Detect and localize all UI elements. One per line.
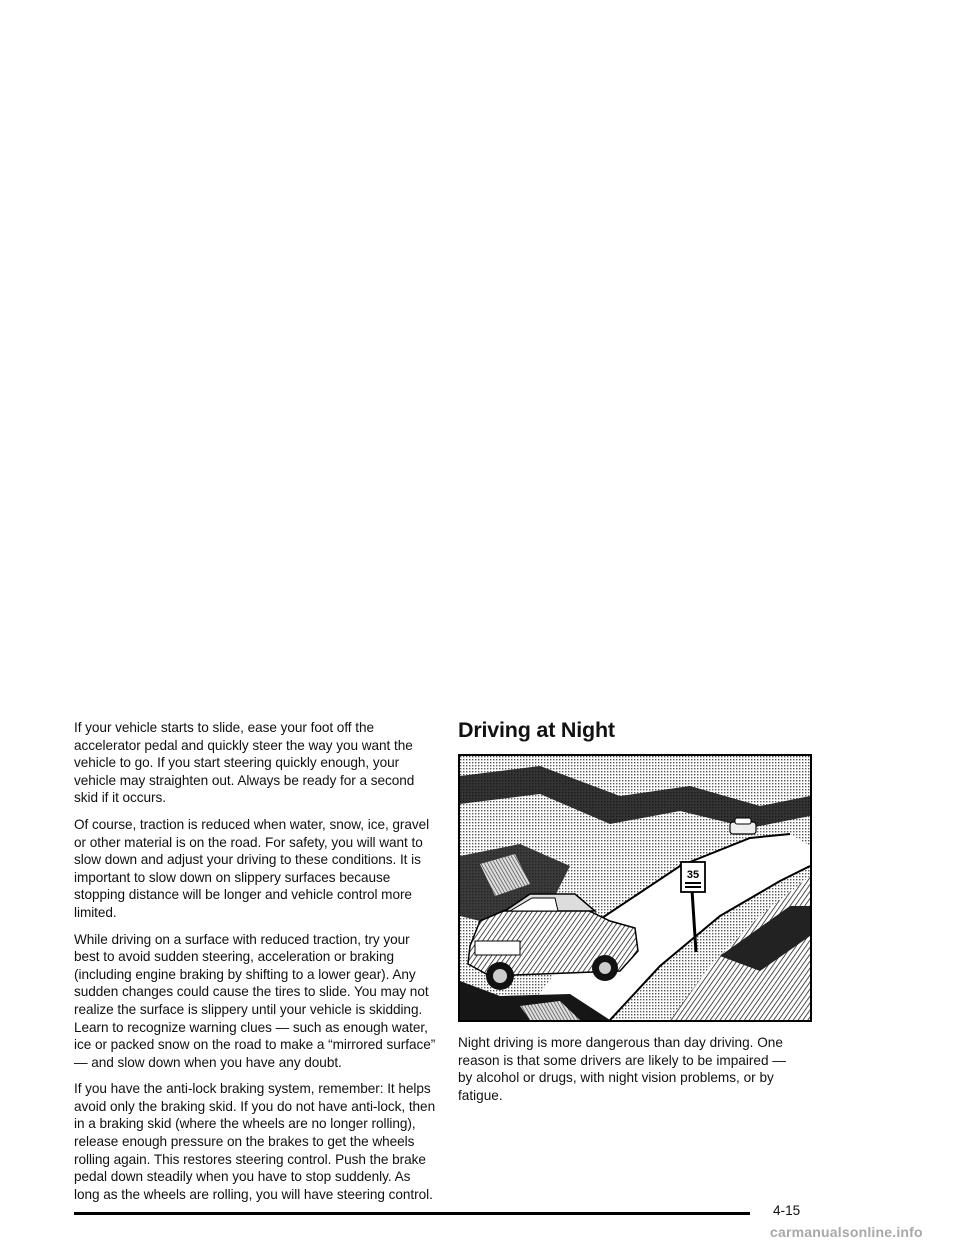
paragraph-traction: Of course, traction is reduced when water, snow, ice, gravel or other material is on the road. For safety, you will want to slow down and adjust your driving to these conditions. It is important to slow down on slippery surfaces because stopping distance will be longer and vehicle control more limited.: [74, 816, 430, 920]
paragraph-reduced-traction: While driving on a surface with reduced traction, try your best to avoid sudden steering, acceleration or braking (including engine braking by shifting to a lower gear). Any sudden changes could cause the tires to slide. You may not realize the surface is slippery until your vehicle is skidding. Learn to recognize warning clues — such as enough water, ice or packed snow on the road to make a “mirrored surface” — and slow down when you have any doubt.: [74, 931, 436, 1070]
paragraph-anti-lock: If you have the anti-lock braking system, remember: It helps avoid only the braking skid. If you do not have anti-lock, then in a braking skid (where the wheels are no longer rolling), release enough pressure on the brakes to get the wheels rolling again. This restores steering control. Push the brake pedal down steadily when you have to stop suddenly. As long as the wheels are rolling, you will have steering control.: [74, 1081, 436, 1202]
watermark: carmanualsonline.info: [770, 1224, 923, 1240]
left-column: [74, 719, 436, 1212]
speed-sign-number: 35: [686, 869, 700, 881]
footer-rule: [74, 1212, 750, 1215]
section-heading: Driving at Night: [458, 718, 615, 742]
paragraph-skid-recovery: If your vehicle starts to slide, ease your foot off the accelerator pedal and quickly steer the way you want the vehicle to go. If you start steering quickly enough, your vehicle may straighten out. Always be ready for a second skid if it occurs.: [74, 720, 415, 806]
right-column: [458, 716, 818, 1104]
page-number: 4-15: [773, 1203, 801, 1218]
night-driving-paragraph: Night driving is more dangerous than day driving. One reason is that some drivers are likely to be impaired — by alcohol or drugs, with night vision problems, or by fatigue.: [458, 1035, 786, 1103]
night-driving-illustration: [458, 754, 812, 1022]
